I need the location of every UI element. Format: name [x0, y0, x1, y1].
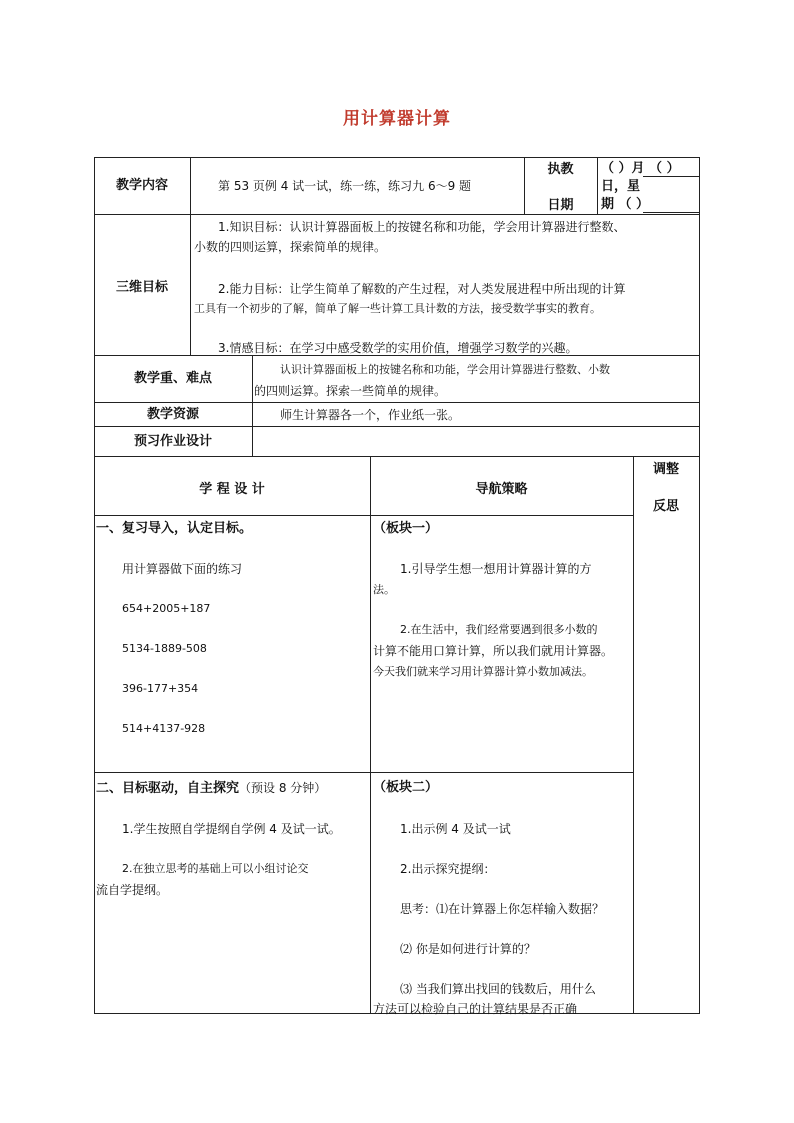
ability-goal: 2.能力目标：让学生简单了解数的产生过程，对人类发展进程中所出现的计算: [218, 282, 626, 296]
section1-heading: 一、复习导入，认定目标。: [96, 521, 253, 536]
exercise-item: 396-177+354: [122, 682, 199, 695]
row-divider: [94, 426, 700, 427]
exercise-item: 514+4137-928: [122, 722, 206, 735]
content-value: 第 53 页例 4 试一试，练一练，练习九 6～9 题: [218, 179, 472, 193]
key-points-line: 认识计算器面板上的按键名称和功能，学会用计算器进行整数、小数: [280, 363, 610, 376]
exercise-item: 5134-1889-508: [122, 642, 207, 655]
key-points-line-cont: 的四则运算。探索一些简单的规律。: [254, 384, 447, 398]
col-divider: [370, 456, 371, 1013]
table-border-right: [699, 157, 700, 1014]
exercise-item: 654+2005+187: [122, 602, 211, 615]
guide-step: 1.出示例 4 及试一试: [400, 822, 511, 836]
row-divider: [94, 515, 634, 516]
table-border-top: [94, 157, 700, 158]
date-weekday-prefix: 日，星: [601, 179, 641, 194]
resources-label: 教学资源: [146, 407, 199, 422]
think-question: ⑵ 你是如何进行计算的？: [400, 942, 536, 956]
section1-intro: 用计算器做下面的练习: [122, 562, 243, 576]
section2-heading-text: 二、目标驱动，自主探究: [96, 781, 240, 796]
col-divider: [190, 157, 191, 355]
knowledge-goal: 1.知识目标：认识计算器面板上的按键名称和功能，学会用计算器进行整数、: [218, 220, 626, 234]
row-divider: [94, 772, 634, 773]
date-underline: [643, 212, 700, 213]
student-step: 1.学生按照自学提纲自学例 4 及试一试。: [122, 822, 341, 836]
content-label: 教学内容: [115, 178, 168, 193]
page-title: 用计算器计算: [343, 109, 451, 129]
col-divider: [597, 157, 598, 214]
col-header-process: 学 程 设 计: [199, 482, 265, 497]
block1-label: （板块一）: [373, 521, 439, 536]
row-divider: [94, 456, 700, 457]
section2-time-note: （预设 8 分钟）: [239, 781, 327, 795]
col-header-strategy: 导航策略: [475, 482, 528, 497]
guide-step: 1.引导学生想一想用计算器计算的方: [400, 562, 592, 576]
guide-step: 2.出示探究提纲：: [400, 862, 496, 876]
student-step: 2.在独立思考的基础上可以小组讨论交: [122, 862, 309, 875]
row-divider: [94, 214, 700, 215]
guide-step-cont: 今天我们就来学习用计算器计算小数加减法。: [373, 665, 593, 678]
student-step-cont: 流自学提纲。: [96, 883, 169, 897]
emotion-goal: 3.情感目标：在学习中感受数学的实用价值，增强学习数学的兴趣。: [218, 341, 578, 355]
lesson-plan-table: [94, 157, 700, 1014]
exec-date-label-2: 日期: [547, 198, 574, 213]
think-question: ⑶ 当我们算出找回的钱数后，用什么: [400, 982, 596, 996]
row-divider: [94, 402, 700, 403]
date-weekday: 期 （ ）: [601, 197, 650, 212]
section2-heading: [96, 780, 326, 797]
resources-value: 师生计算器各一个，作业纸一张。: [280, 408, 461, 422]
think-question-cont: 方法可以检验自己的计算结果是否正确: [373, 1002, 578, 1016]
col-header-adjust: 调整: [652, 462, 679, 477]
block2-label: （板块二）: [373, 780, 439, 795]
guide-step-cont: 法。: [373, 583, 395, 596]
guide-step: 2.在生活中，我们经常要遇到很多小数的: [400, 623, 598, 636]
exec-date-label: 执教: [547, 162, 574, 177]
ability-goal-cont: 工具有一个初步的了解，简单了解一些计算工具计数的方法，接受数学事实的教育。: [194, 302, 601, 315]
col-header-reflect: 反思: [652, 499, 679, 514]
preview-label: 预习作业设计: [133, 434, 212, 449]
col-divider: [633, 456, 634, 1013]
col-divider: [252, 355, 253, 456]
goals-label: 三维目标: [115, 280, 168, 295]
think-question: 思考：⑴在计算器上你怎样输入数据？: [400, 902, 605, 916]
key-points-label: 教学重、难点: [133, 371, 212, 386]
knowledge-goal-cont: 小数的四则运算，探索简单的规律。: [194, 240, 387, 254]
guide-step-cont: 计算不能用口算计算，所以我们就用计算器。: [373, 644, 614, 658]
date-month-day: （ ）月 （ ）: [601, 161, 680, 176]
